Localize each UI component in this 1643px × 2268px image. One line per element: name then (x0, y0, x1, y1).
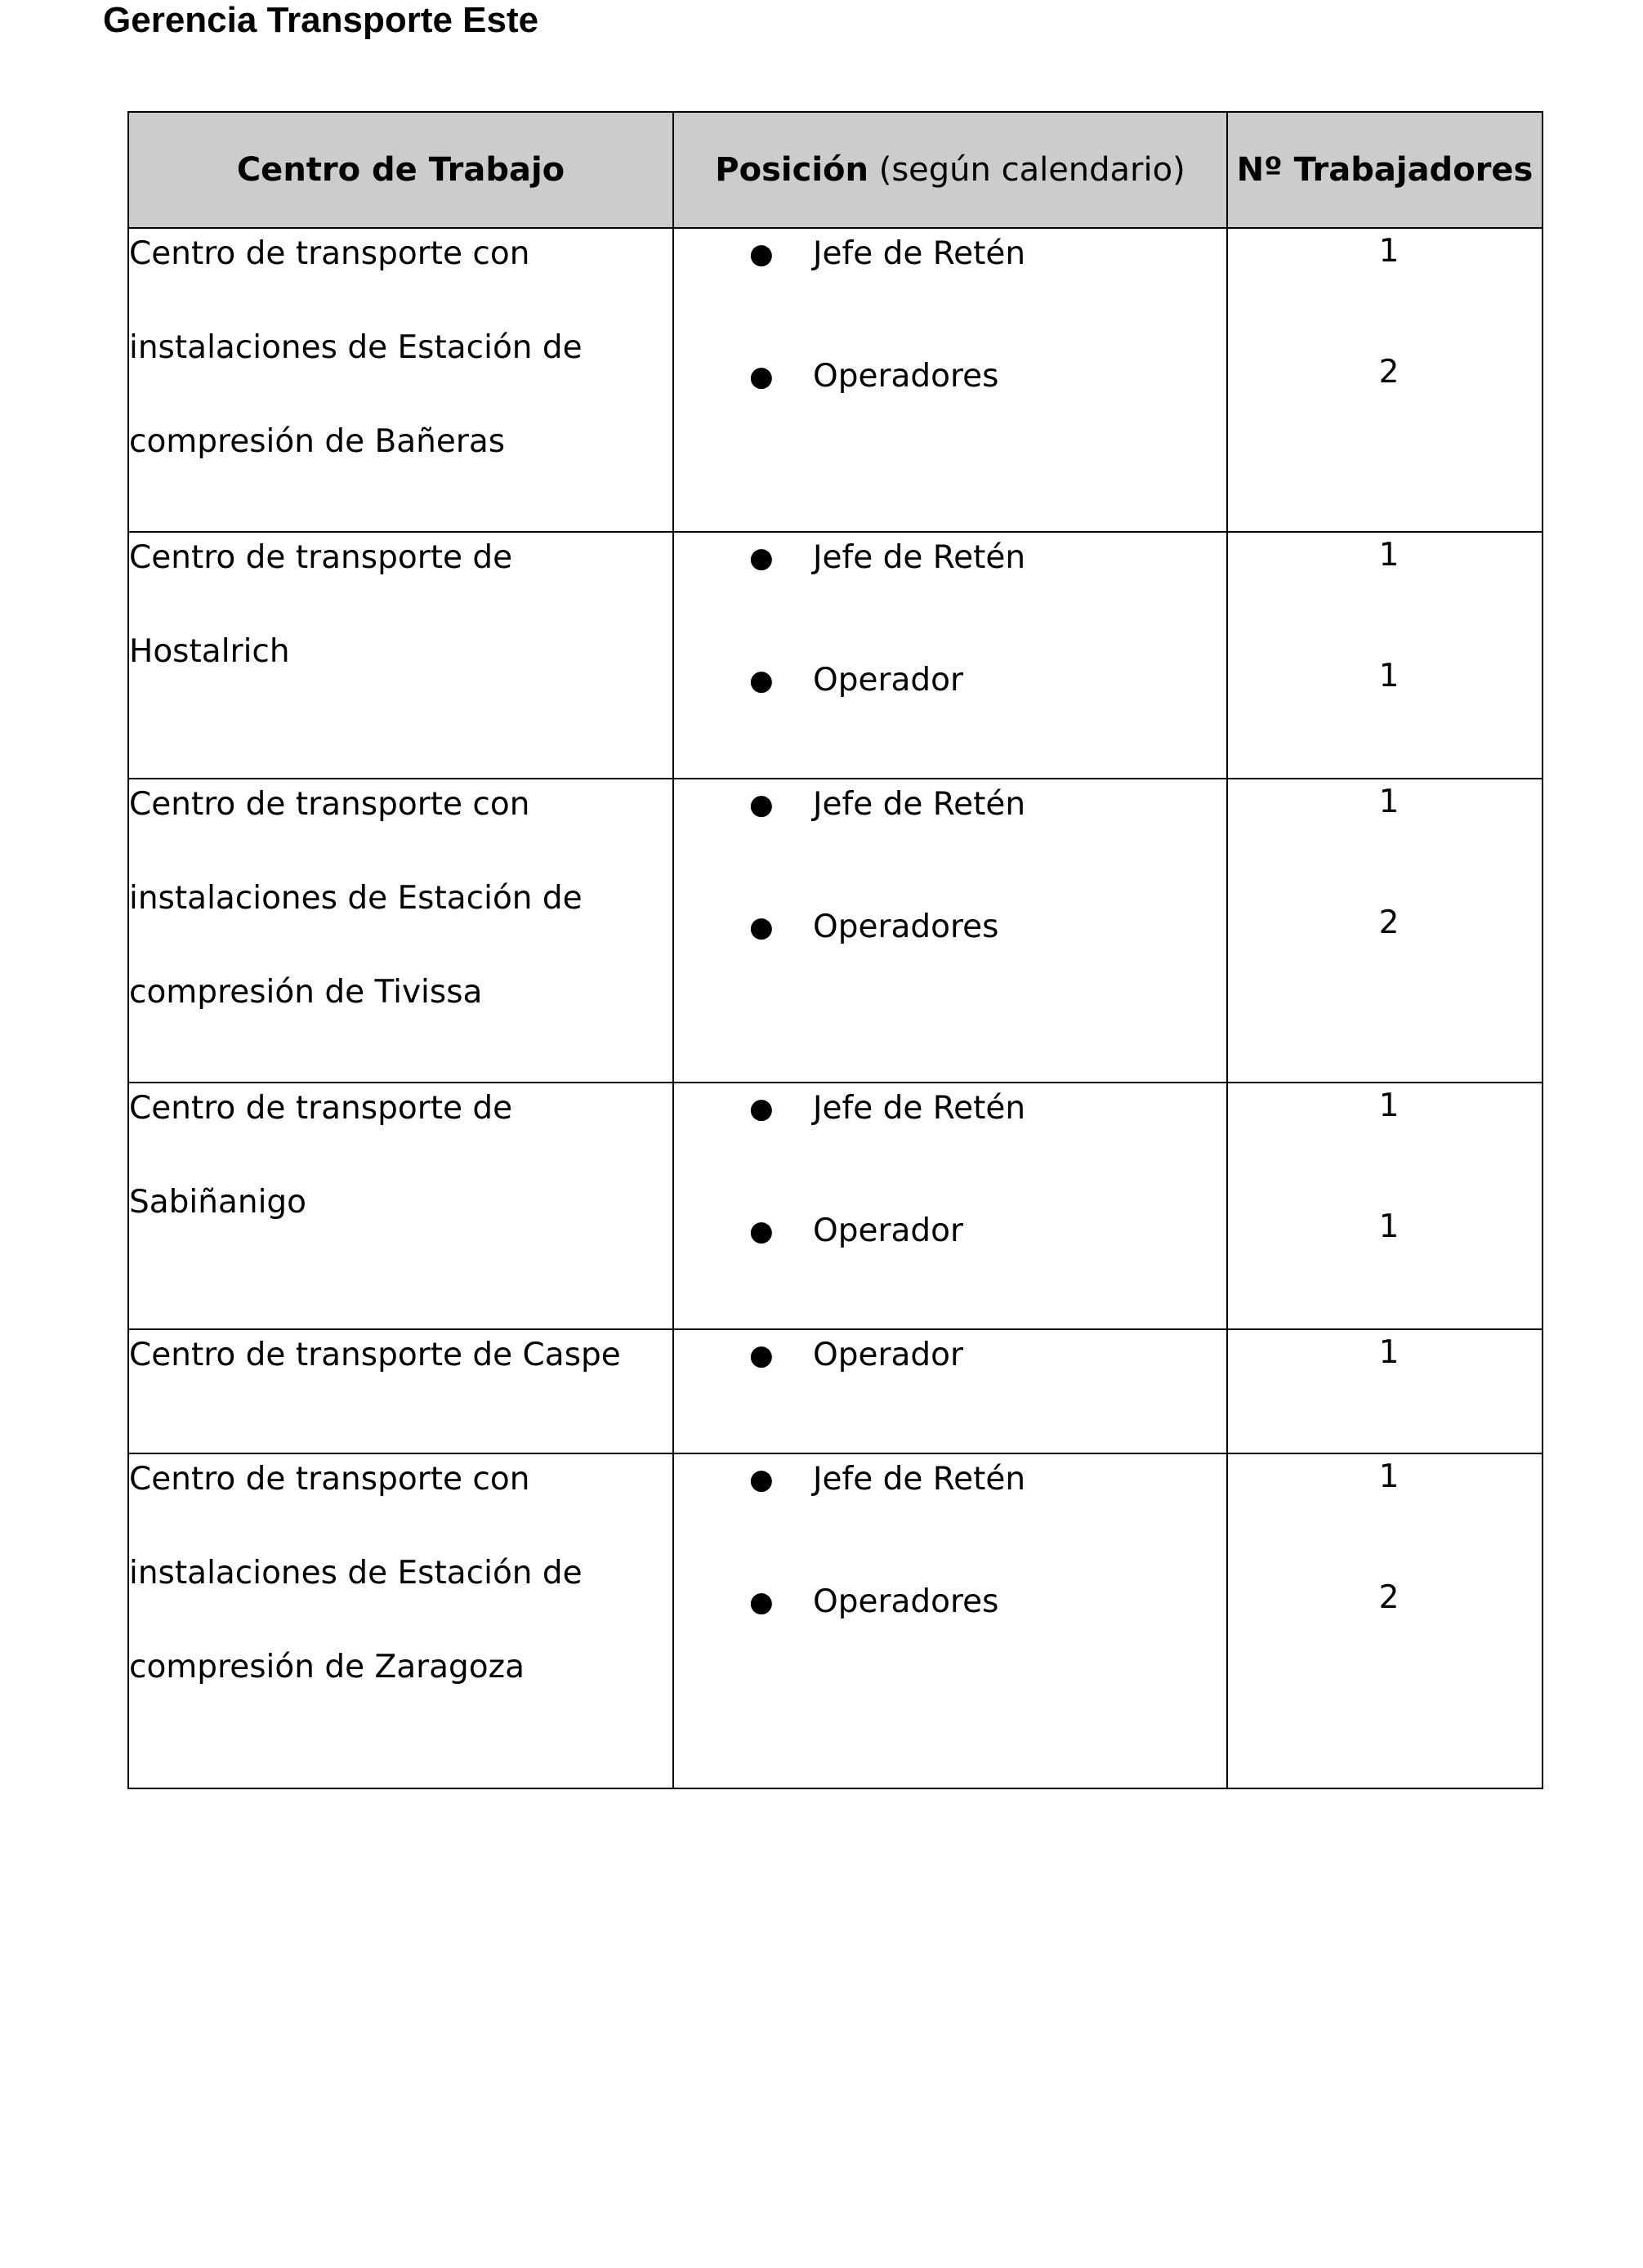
trabajadores-cell (1227, 1453, 1543, 1788)
bullet-icon: ● (749, 911, 774, 944)
count-value: 1 (1378, 537, 1400, 574)
centro-line: Centro de transporte con (129, 786, 530, 823)
list-item: ● Operador (674, 1330, 1226, 1453)
table-row (128, 228, 1543, 532)
count-value: 2 (1378, 904, 1400, 941)
bullet-icon: ● (749, 664, 774, 697)
list-item: ● Jefe de Retén (674, 533, 1226, 655)
header-posicion-rest: (según calendario) (868, 151, 1185, 189)
count-value: 1 (1378, 784, 1400, 820)
table-row (128, 532, 1543, 779)
centro-line: Centro de transporte de (129, 1090, 513, 1127)
header-posicion-bold: Posición (715, 151, 868, 189)
table-row (128, 779, 1543, 1083)
table-row (128, 1453, 1543, 1788)
list-item: ● Jefe de Retén (674, 1083, 1226, 1206)
posicion-cell (673, 532, 1227, 779)
bullet-icon: ● (749, 1586, 774, 1618)
posicion-cell (673, 228, 1227, 532)
count-value: 1 (1378, 1458, 1400, 1495)
centro-line: instalaciones de Estación de (129, 1555, 583, 1592)
centro-line: compresión de Tivissa (129, 974, 483, 1011)
list-item: ● Operadores (674, 351, 1226, 474)
bullet-icon: ● (749, 238, 774, 270)
count-value: 2 (1378, 354, 1400, 391)
header-centro: Centro de Trabajo (128, 112, 673, 228)
centro-line: Centro de transporte de Caspe (129, 1337, 621, 1373)
centro-line: Hostalrich (129, 633, 290, 670)
trabajadores-cell (1227, 228, 1543, 532)
trabajadores-cell (1227, 779, 1543, 1083)
centro-cell (128, 779, 673, 1083)
bullet-icon: ● (749, 542, 774, 574)
centro-line: instalaciones de Estación de (129, 880, 583, 917)
centro-cell (128, 1329, 673, 1453)
bullet-icon: ● (749, 788, 774, 821)
centro-cell (128, 228, 673, 532)
bullet-icon: ● (749, 1215, 774, 1248)
trabajadores-cell (1227, 1329, 1543, 1453)
trabajadores-cell (1227, 532, 1543, 779)
centro-line: Centro de transporte con (129, 235, 530, 272)
header-trabajadores: Nº Trabajadores (1227, 112, 1543, 228)
count-value: 1 (1378, 1334, 1400, 1371)
staff-table (127, 111, 1543, 1789)
centro-line: instalaciones de Estación de (129, 329, 583, 366)
centro-line: Centro de transporte de (129, 539, 513, 576)
posicion-cell (673, 1083, 1227, 1329)
bullet-icon: ● (749, 1339, 774, 1372)
centro-cell (128, 1083, 673, 1329)
bullet-icon: ● (749, 1092, 774, 1125)
table-header-row (128, 112, 1543, 228)
count-value: 1 (1378, 1208, 1400, 1245)
header-posicion (673, 112, 1227, 228)
table-row (128, 1083, 1543, 1329)
list-item: ● Operadores (674, 1577, 1226, 1699)
list-item: ● Jefe de Retén (674, 229, 1226, 351)
count-value: 1 (1378, 233, 1400, 270)
posicion-cell (673, 1453, 1227, 1788)
page-title: Gerencia Transporte Este (103, 0, 539, 40)
list-item: ● Operador (674, 655, 1226, 778)
centro-cell (128, 532, 673, 779)
count-value: 1 (1378, 1087, 1400, 1124)
centro-line: Centro de transporte con (129, 1461, 530, 1498)
posicion-cell (673, 779, 1227, 1083)
centro-line: compresión de Zaragoza (129, 1649, 525, 1685)
posicion-cell (673, 1329, 1227, 1453)
list-item: ● Operadores (674, 902, 1226, 1025)
bullet-icon: ● (749, 1463, 774, 1496)
trabajadores-cell (1227, 1083, 1543, 1329)
table-row (128, 1329, 1543, 1453)
list-item: ● Jefe de Retén (674, 779, 1226, 902)
centro-line: Sabiñanigo (129, 1184, 307, 1221)
bullet-icon: ● (749, 360, 774, 393)
count-value: 2 (1378, 1579, 1400, 1616)
list-item: ● Jefe de Retén (674, 1454, 1226, 1577)
centro-line: compresión de Bañeras (129, 423, 506, 460)
count-value: 1 (1378, 658, 1400, 694)
centro-cell (128, 1453, 673, 1788)
list-item: ● Operador (674, 1206, 1226, 1328)
